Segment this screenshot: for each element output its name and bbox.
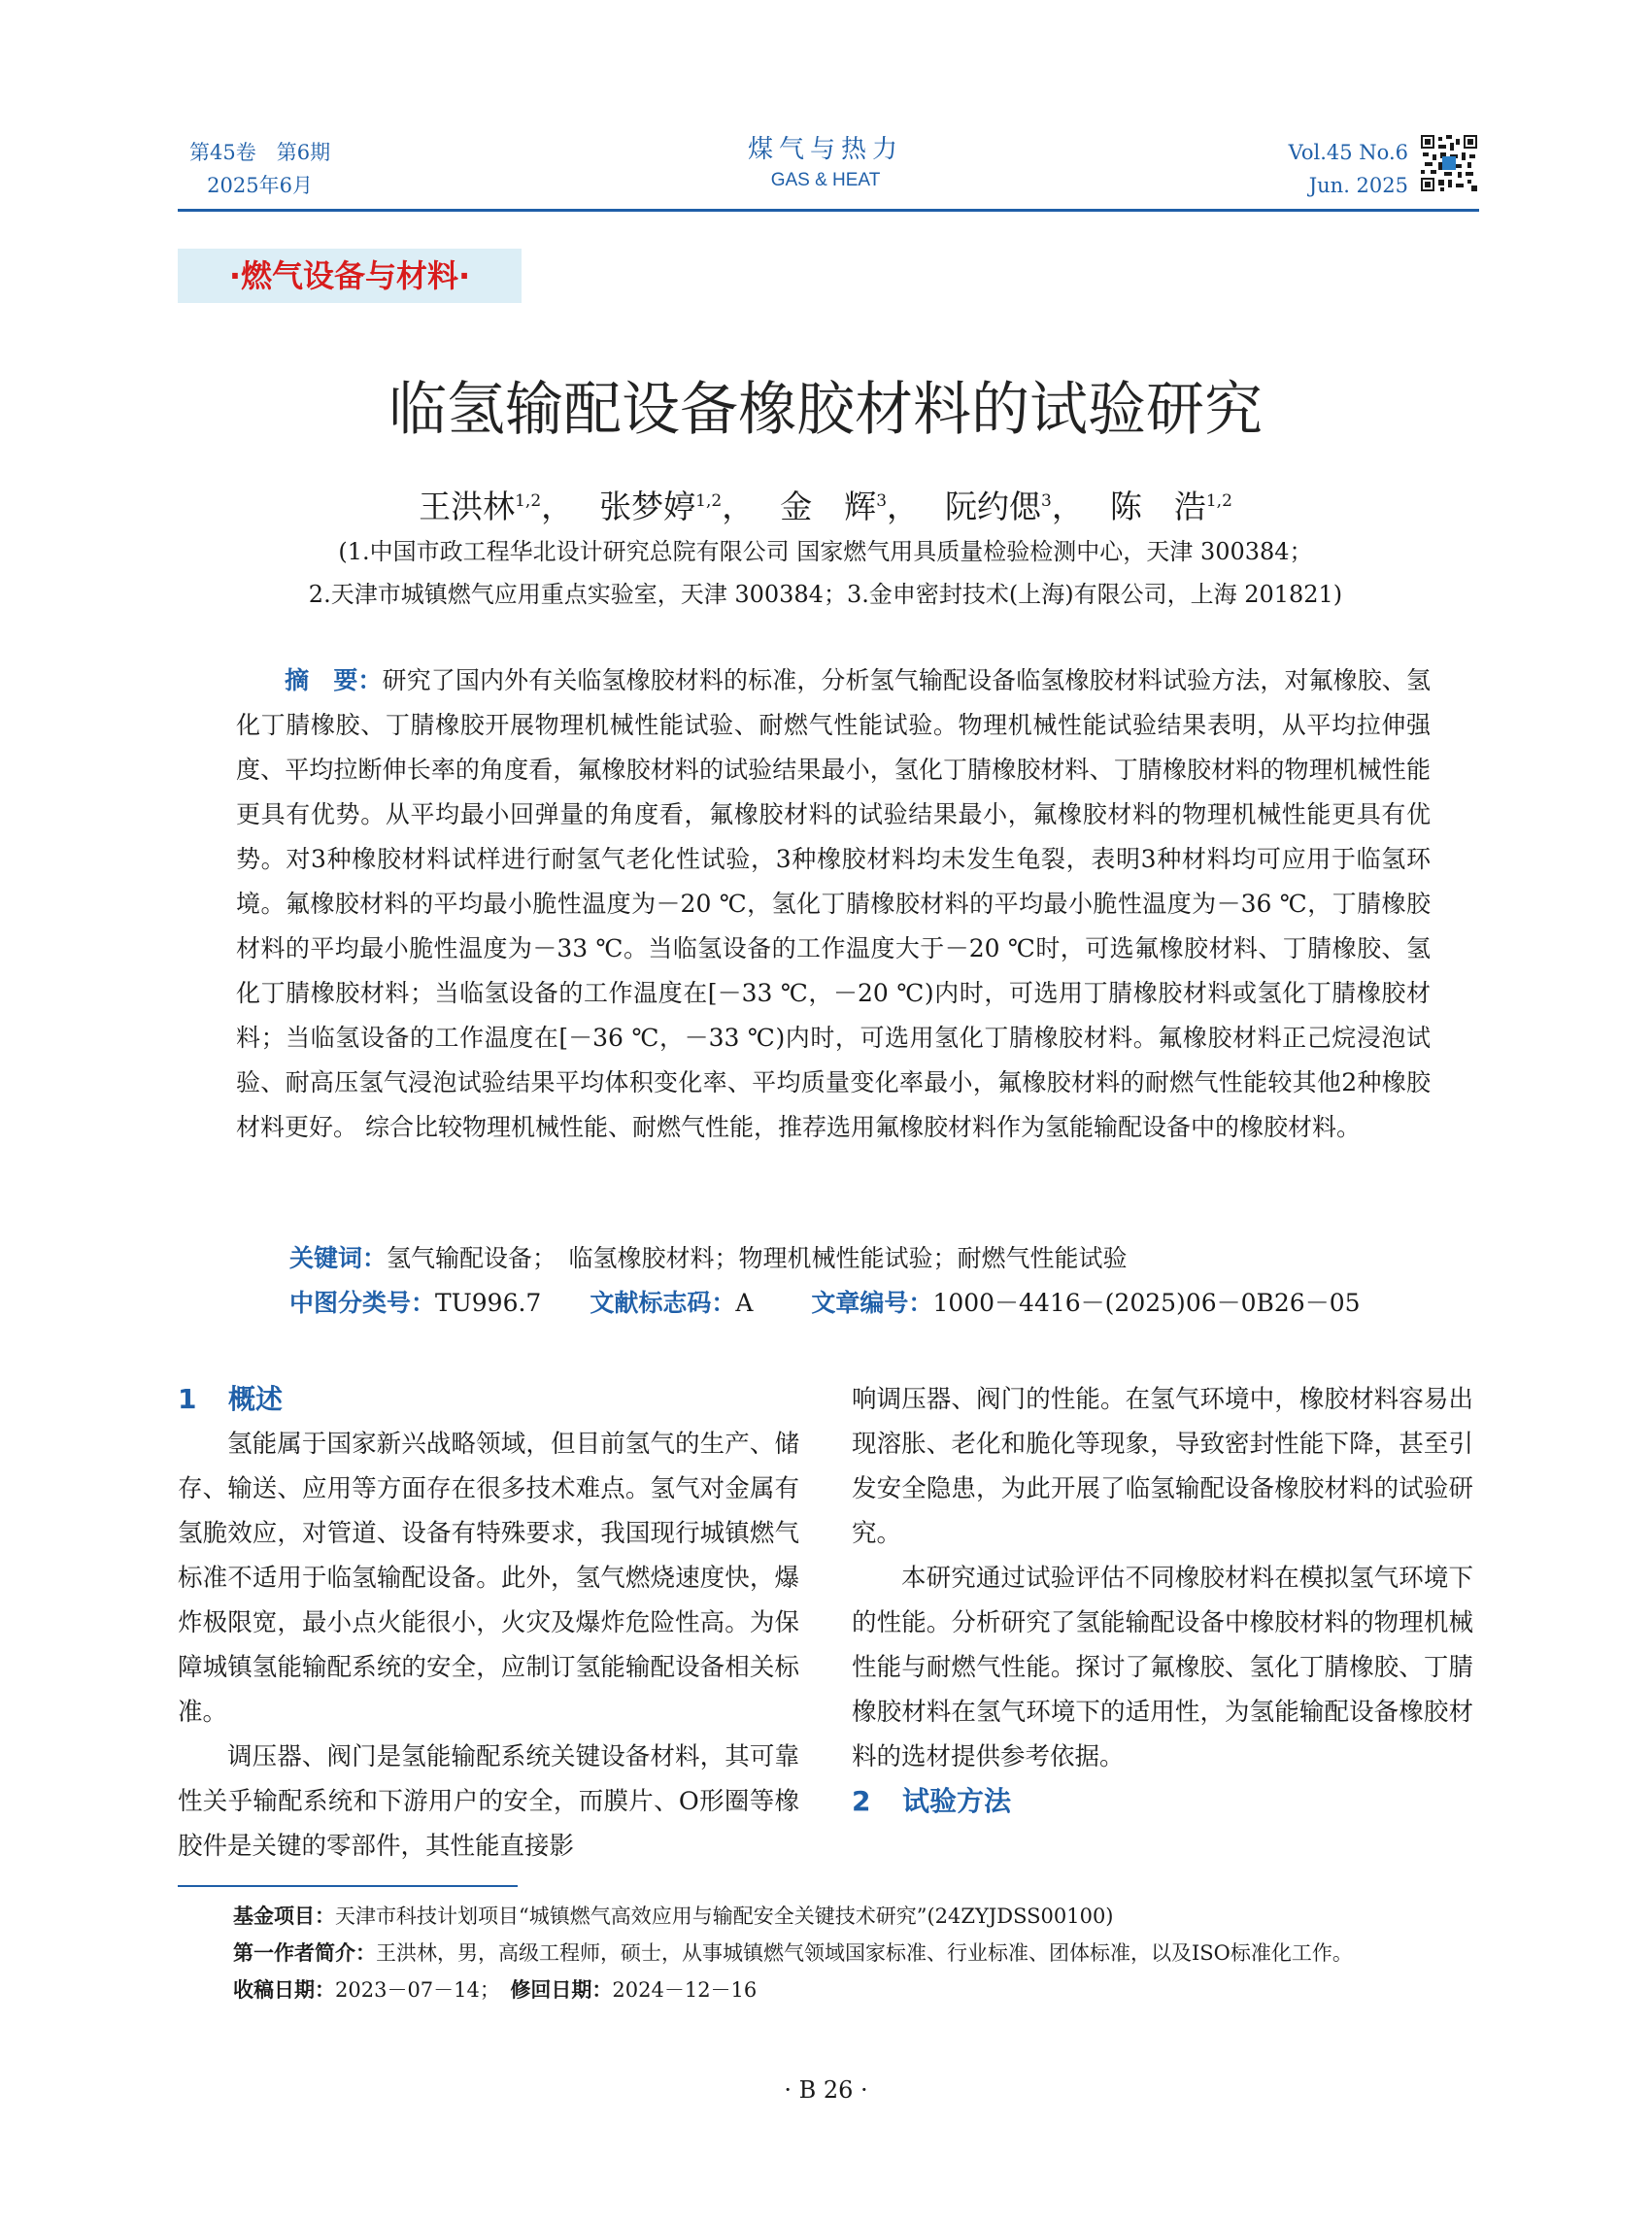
classification-line xyxy=(289,1286,1361,1321)
fund-text: 天津市科技计划项目“城镇燃气高效应用与输配安全关键技术研究”(24ZYJDSS00100) xyxy=(335,1905,1114,1928)
clc-value: TU996.7 xyxy=(435,1289,542,1317)
section-title: 试验方法 xyxy=(902,1785,1012,1817)
keywords-label: 关键词： xyxy=(289,1244,388,1272)
paper-title: 临氢输配设备橡胶材料的试验研究 xyxy=(388,376,1263,444)
fund-label: 基金项目： xyxy=(233,1905,335,1928)
volume-issue-en: Vol.45 No.6 xyxy=(1288,141,1408,164)
abstract-text: 研究了国内外有关临氢橡胶材料的标准，分析氢气输配设备临氢橡胶材料试验方法，对氟橡胶、氢化丁腈橡胶、丁腈橡胶开展物理机械性能试验、耐燃气性能试验。物理机械性能试验结果表明，从平均拉伸强度、平均拉断伸长率的角度看，氟橡胶材料的试验结果最小，氢化丁腈橡胶材料、丁腈橡胶材料的物理机械性能更具有优势。从平均最小回弹量的角度看，氟橡胶材料的试验结果最小，氟橡胶材料的物理机械性能更具有优势。对3种橡胶材料试样进行耐氢气老化性试验，3种橡胶材料均未发生龟裂，表明3种材料均可应用于临氢环境。氟橡胶材料的平均最小脆性温度为－20 ℃，氢化丁腈橡胶材料的平均最小脆性温度为－36 ℃，丁腈橡胶材料的平均最小脆性温度为－33 ℃。当临氢设备的工作温度大于－20 ℃时，可选氟橡胶材料、丁腈橡胶、氢化丁腈橡胶材料；当临氢设备的工作温度在[－33 ℃，－20 ℃)内时，可选用丁腈橡胶材料或氢化丁腈橡胶材料；当临氢设备的工作温度在[－36 ℃，－33 ℃)内时，可选用氢化丁腈橡胶材料。氟橡胶材料正己烷浸泡试验、耐高压氢气浸泡试验结果平均体积变化率、平均质量变化率最小，氟橡胶材料的耐燃气性能较其他2种橡胶材料更好。 综合比较物理机械性能、耐燃气性能，推荐选用氟橡胶材料作为氢能输配设备中的橡胶材料。 xyxy=(236,666,1431,1141)
section-number: 1 xyxy=(178,1383,197,1415)
author-affil-mark: 1,2 xyxy=(515,491,542,511)
section-heading xyxy=(178,1377,799,1422)
doc-code-label: 文献标志码： xyxy=(590,1289,736,1317)
abstract xyxy=(236,658,1431,1150)
footnote-author xyxy=(233,1938,1496,1968)
footnote-dates xyxy=(233,1975,1496,2005)
column-tag: ·燃气设备与材料· xyxy=(178,249,522,303)
affiliation-line: 2.天津市城镇燃气应用重点实验室，天津 300384；3.金申密封技术(上海)有限公司，上海 201821) xyxy=(308,581,1343,608)
body-left-column xyxy=(178,1377,799,1869)
footnote-fund xyxy=(233,1902,1496,1931)
journal-name xyxy=(680,132,971,194)
author-affil-mark: 3 xyxy=(1041,491,1052,511)
date-en: Jun. 2025 xyxy=(1308,174,1408,197)
abstract-label: 摘 要： xyxy=(285,666,383,694)
journal-name-en: GAS & HEAT xyxy=(770,170,881,190)
header-right xyxy=(1253,136,1408,202)
author-affil-mark: 1,2 xyxy=(1205,491,1232,511)
first-author-label: 第一作者简介： xyxy=(233,1941,376,1965)
author-name: 阮约偲 xyxy=(945,488,1042,525)
author-affil-mark: 1,2 xyxy=(695,491,723,511)
date-cn: 2025年6月 xyxy=(207,174,313,197)
body-paragraph: 氢能属于国家新兴战略领域，但目前氢气的生产、储存、输送、应用等方面存在很多技术难点。氢气对金属有氢脆效应，对管道、设备有特殊要求，我国现行城镇燃气标准不适用于临氢输配设备。此外，氢气燃烧速度快，爆炸极限宽，最小点火能很小，火灾及爆炸危险性高。为保障城镇氢能输配系统的安全，应制订氢能输配设备相关标准。 xyxy=(178,1430,799,1727)
author-name: 金 辉 xyxy=(780,488,877,525)
section-heading xyxy=(852,1779,1473,1824)
doc-code-value: A xyxy=(735,1289,754,1317)
page-number: · B 26 · xyxy=(784,2076,868,2104)
journal-name-cn: 煤气与热力 xyxy=(747,135,903,164)
header-left xyxy=(189,136,330,202)
body-right-column xyxy=(852,1377,1473,1824)
keywords-text: 氢气输配设备； 临氢橡胶材料；物理机械性能试验；耐燃气性能试验 xyxy=(387,1244,1128,1272)
article-no-value: 1000－4416－(2025)06－0B26－05 xyxy=(932,1289,1361,1317)
body-paragraph: 调压器、阀门是氢能输配系统关键设备材料，其可靠性关乎输配系统和下游用户的安全，而膜片、O形圈等橡胶件是关键的零部件，其性能直接影 xyxy=(178,1742,799,1861)
received-date: 2023－07－14； xyxy=(335,1978,490,2002)
volume-issue-cn: 第45卷 第6期 xyxy=(189,141,331,164)
body-paragraph: 响调压器、阀门的性能。在氢气环境中，橡胶材料容易出现溶胀、老化和脆化等现象，导致密封性能下降，甚至引发安全隐患，为此开展了临氢输配设备橡胶材料的试验研究。 xyxy=(852,1385,1473,1548)
first-author-text: 王洪林，男，高级工程师，硕士，从事城镇燃气领域国家标准、行业标准、团体标准，以及ISO标准化工作。 xyxy=(376,1941,1353,1965)
keywords xyxy=(289,1241,1128,1276)
revised-date: 2024－12－16 xyxy=(612,1978,758,2002)
section-title: 概述 xyxy=(228,1383,284,1415)
footnote-rule xyxy=(178,1885,518,1887)
body-paragraph: 本研究通过试验评估不同橡胶材料在模拟氢气环境下的性能。分析研究了氢能输配设备中橡胶材料的物理机械性能与耐燃气性能。探讨了氟橡胶、氢化丁腈橡胶、丁腈橡胶材料在氢气环境下的适用性，为氢能输配设备橡胶材料的选材提供参考依据。 xyxy=(852,1564,1473,1771)
author-name: 陈 浩 xyxy=(1109,488,1206,525)
affiliation-line: (1.中国市政工程华北设计研究总院有限公司 国家燃气用具质量检验检测中心，天津 300384； xyxy=(338,538,1313,565)
qr-code-icon xyxy=(1421,135,1477,191)
clc-label: 中图分类号： xyxy=(289,1289,436,1317)
author-affil-mark: 3 xyxy=(876,491,888,511)
article-no-label: 文章编号： xyxy=(811,1289,933,1317)
header-rule xyxy=(178,209,1479,212)
author-list: 王洪林$^{1,2}$， 张梦婷$^{1,2}$， 金 辉$^3$， 阮约偲$^3$， 陈 浩$^{1,2}$ xyxy=(419,488,1232,525)
section-number: 2 xyxy=(852,1785,871,1817)
author-name: 王洪林 xyxy=(419,488,516,525)
author-name: 张梦婷 xyxy=(599,488,696,525)
revised-label: 修回日期： xyxy=(510,1978,613,2002)
received-label: 收稿日期： xyxy=(233,1978,335,2002)
